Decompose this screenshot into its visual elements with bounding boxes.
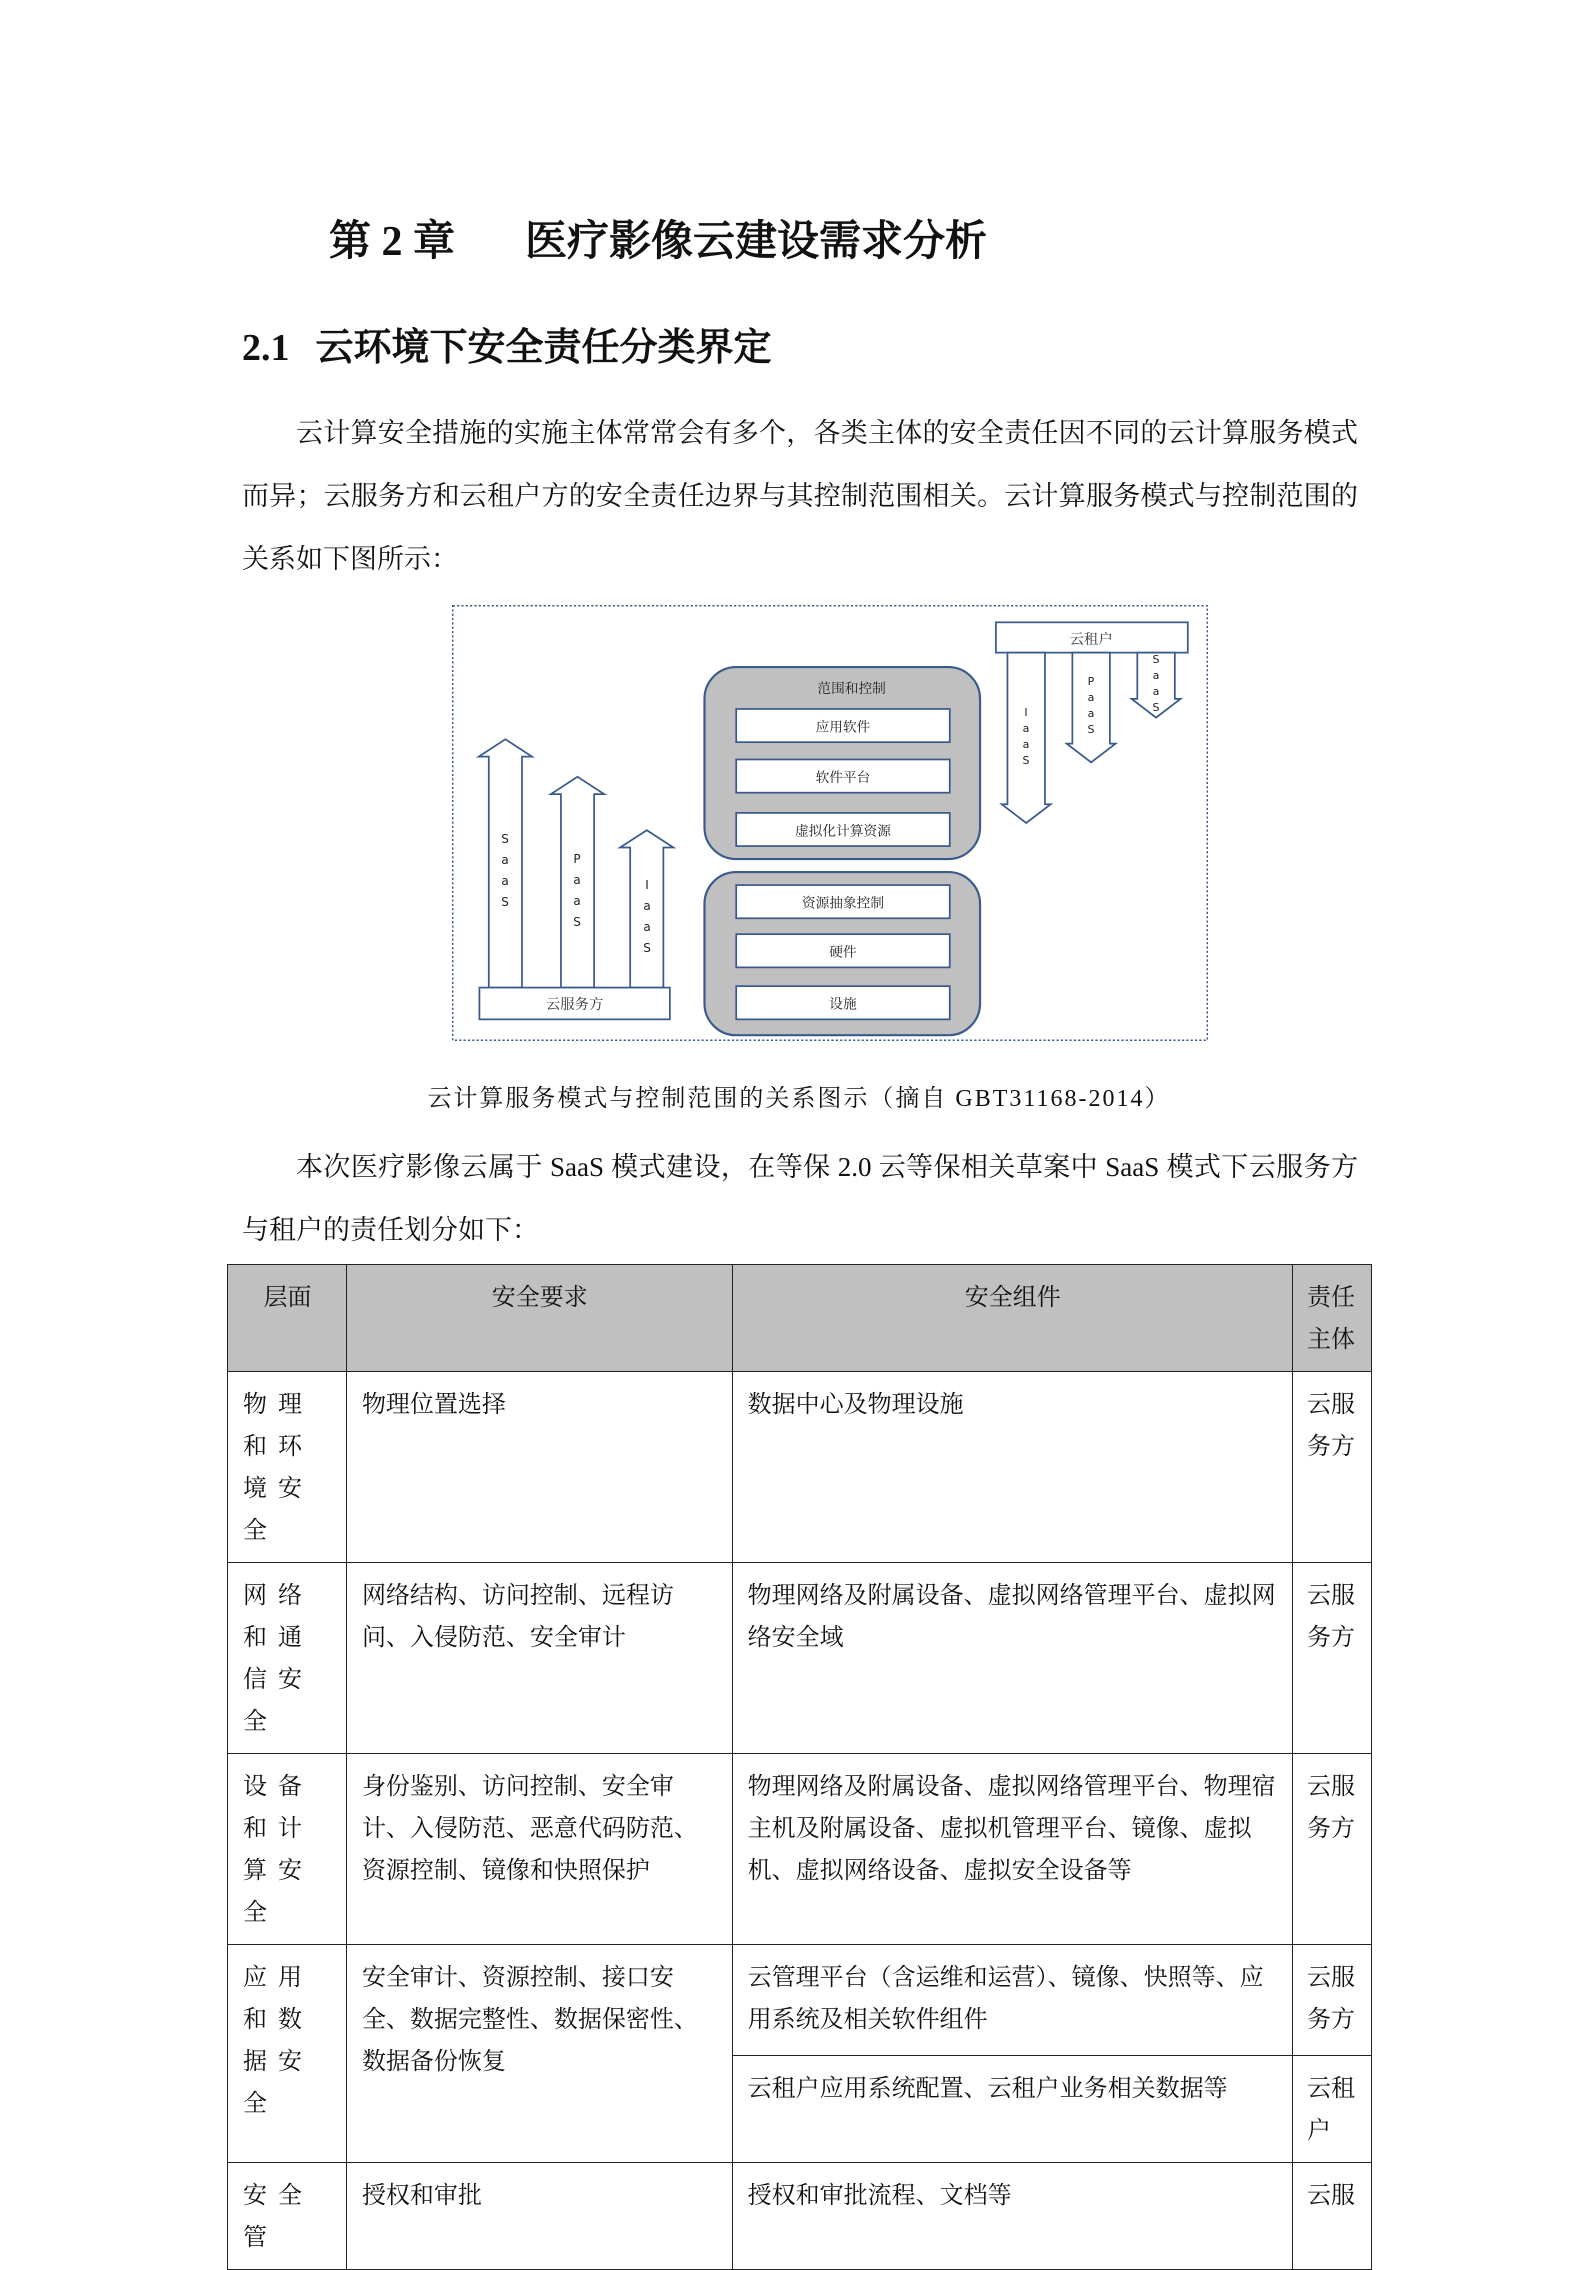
cell-component: 授权和审批流程、文档等 [732,2163,1292,2270]
header-layer: 层面 [228,1265,347,1372]
scope-title: 范围和控制 [817,681,886,697]
lower-layer-label: 硬件 [829,944,857,960]
upper-layer-label: 软件平台 [815,769,871,785]
cell-owner: 云服务方 [1293,1945,1372,2056]
cell-owner: 云租户 [1293,2056,1372,2163]
upper-layer-label: 应用软件 [815,719,871,735]
cell-requirement: 网络结构、访问控制、远程访问、入侵防范、安全审计 [346,1563,732,1754]
cell-component: 云管理平台（含运维和运营）、镜像、快照等、应用系统及相关软件组件 [732,1945,1292,2056]
paragraph-saas: 本次医疗影像云属于 SaaS 模式建设，在等保 2.0 云等保相关草案中 SaaS 模式下云服务方与租户的责任划分如下： [242,1152,1358,1245]
cell-requirement: 安全审计、资源控制、接口安全、数据完整性、数据保密性、数据备份恢复 [346,1945,732,2163]
cell-layer: 应用和数据安全 [228,1945,347,2163]
paragraph-intro: 云计算安全措施的实施主体常常会有多个，各类主体的安全责任因不同的云计算服务模式而异；云服务方和云租户方的安全责任边界与其控制范围相关。云计算服务模式与控制范围的关系如下图所示： [242,418,1358,574]
responsibility-table [227,1264,1372,2270]
cell-requirement: 物理位置选择 [346,1372,732,1563]
section-heading [242,316,772,371]
figure-caption: 云计算服务模式与控制范围的关系图示（摘自 GBT31168-2014） [427,1086,1171,1112]
upper-layers [736,709,950,846]
lower-layers [736,885,950,1019]
header-owner: 责任主体 [1293,1265,1372,1372]
table-row [228,1754,1372,1945]
cell-layer: 设备和计算安全 [228,1754,347,1945]
cell-component: 云租户应用系统配置、云租户业务相关数据等 [732,2056,1292,2163]
provider-arrow-label-iaas: IaaS [640,878,654,962]
cell-layer: 安全管 [228,2163,347,2270]
cell-component: 物理网络及附属设备、虚拟网络管理平台、虚拟网络安全域 [732,1563,1292,1754]
cell-layer: 物理和环境安全 [228,1372,347,1563]
header-component: 安全组件 [732,1265,1292,1372]
cell-requirement: 授权和审批 [346,2163,732,2270]
cell-component: 数据中心及物理设施 [732,1372,1292,1563]
upper-layer-label: 虚拟化计算资源 [795,823,891,839]
table-row [228,1372,1372,1563]
tenant-arrow-label-iaas: IaaS [1019,706,1033,770]
tenant-arrow-label-paas: PaaS [1084,675,1098,739]
table-row [228,2163,1372,2270]
tenant-label: 云租户 [1069,631,1113,648]
cell-owner: 云服 [1293,2163,1372,2270]
section-title: 云环境下安全责任分类界定 [315,327,772,369]
provider-arrow-label-paas: PaaS [570,852,584,936]
cell-owner: 云服务方 [1293,1372,1372,1563]
service-model-diagram [452,605,1208,1041]
table-row [228,1563,1372,1754]
header-requirement: 安全要求 [346,1265,732,1372]
cell-owner: 云服务方 [1293,1754,1372,1945]
section-number: 2.1 [242,327,290,369]
cell-owner: 云服务方 [1293,1563,1372,1754]
lower-layer-label: 资源抽象控制 [801,895,885,911]
tenant-arrow-label-saas: SaaS [1149,653,1163,717]
chapter-title: 医疗影像云建设需求分析 [525,219,988,265]
table-row [228,1945,1372,2056]
cell-component: 物理网络及附属设备、虚拟网络管理平台、物理宿主机及附属设备、虚拟机管理平台、镜像、虚拟机、虚拟网络设备、虚拟安全设备等 [732,1754,1292,1945]
cell-layer: 网络和通信安全 [228,1563,347,1754]
cell-requirement: 身份鉴别、访问控制、安全审计、入侵防范、恶意代码防范、资源控制、镜像和快照保护 [346,1754,732,1945]
table-header-row [228,1265,1372,1372]
chapter-heading [329,208,987,268]
chapter-number: 第 2 章 [329,219,456,265]
provider-label: 云服务方 [545,997,604,1014]
provider-arrow-label-saas: SaaS [498,832,512,916]
lower-layer-label: 设施 [829,996,857,1012]
